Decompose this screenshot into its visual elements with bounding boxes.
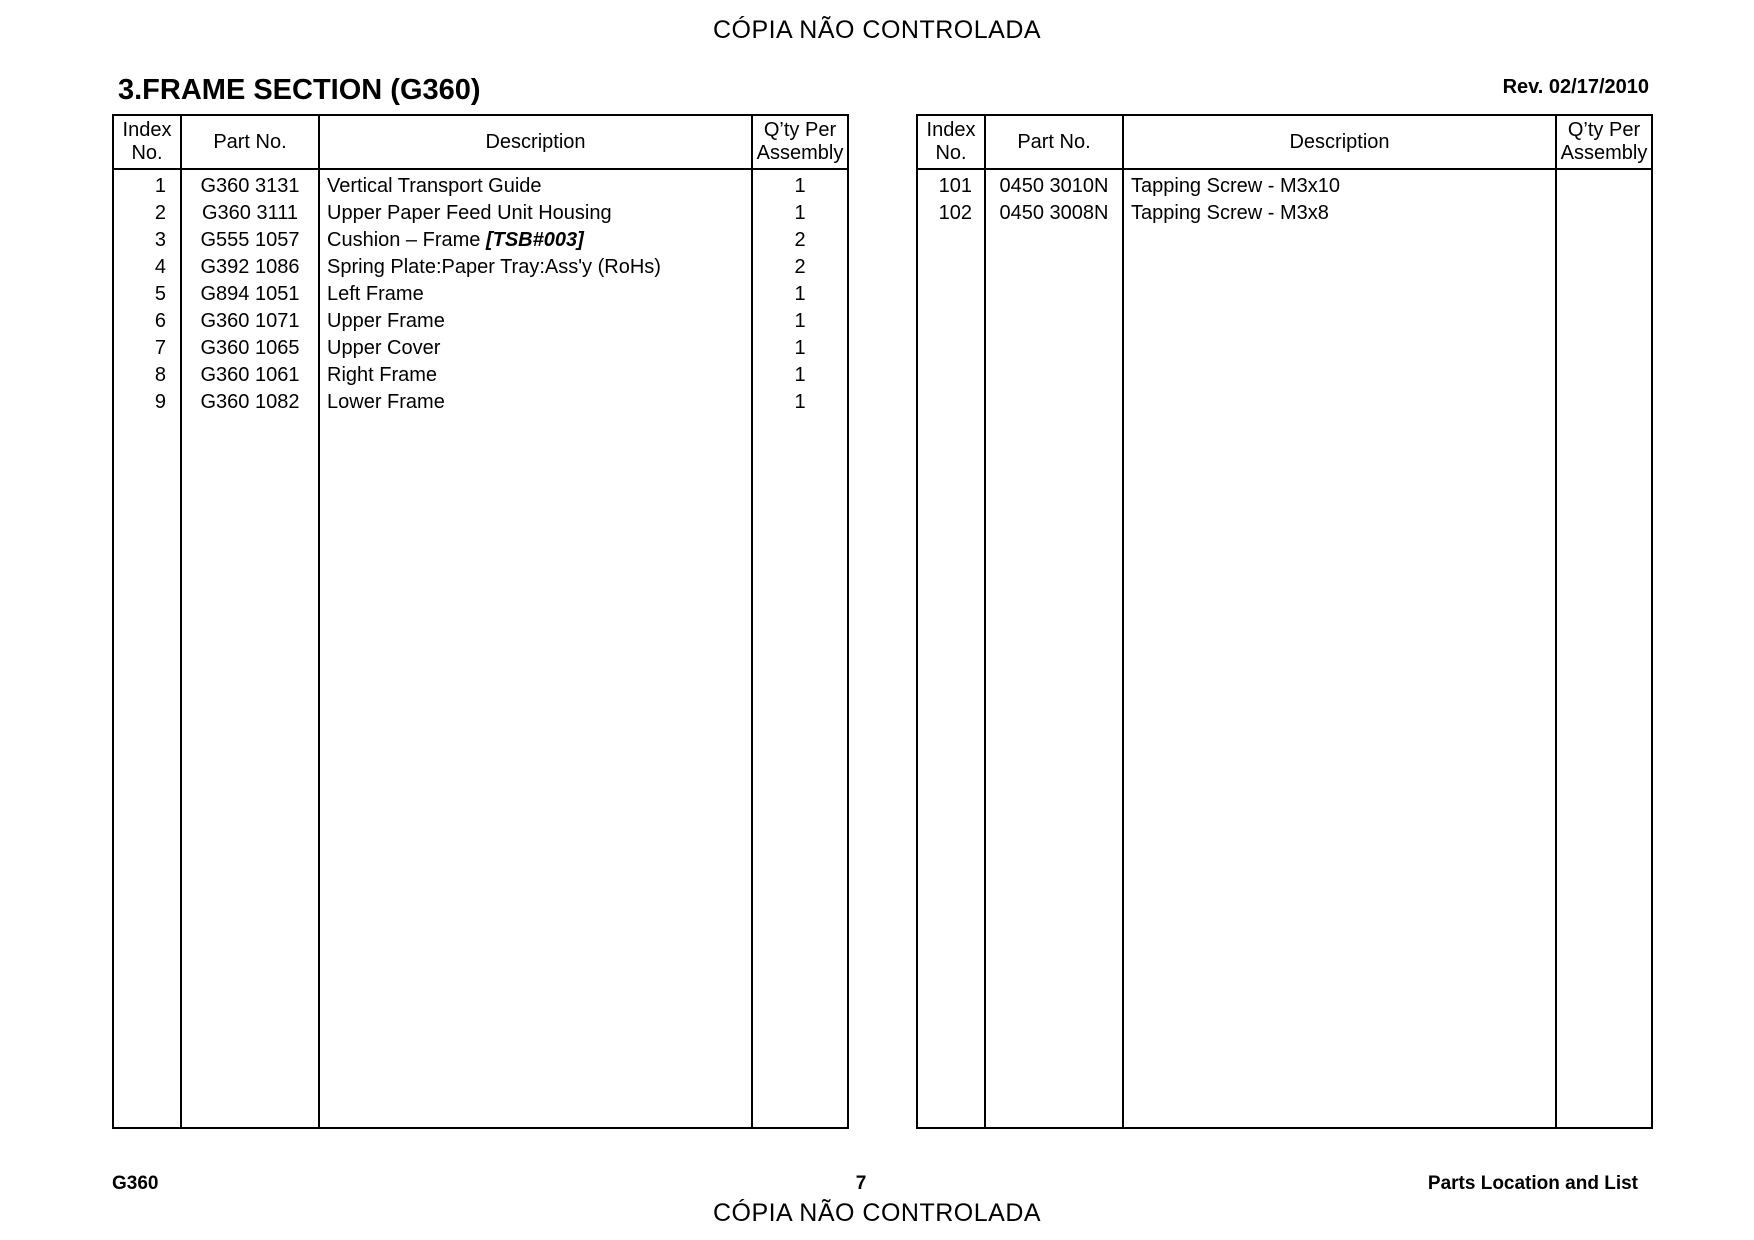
quantity-cell: 2 (752, 254, 848, 281)
quantity-cell: 1 (752, 335, 848, 362)
description-cell: Cushion – Frame [TSB#003] (319, 227, 752, 254)
description-cell: Vertical Transport Guide (319, 169, 752, 200)
header-description: Description (319, 115, 752, 169)
table-row (113, 281, 848, 308)
table-row (113, 200, 848, 227)
part-number-cell: 0450 3010N (985, 169, 1123, 200)
table-row (113, 254, 848, 281)
header-qty: Q’ty Per Assembly (1556, 115, 1652, 169)
table-row (113, 227, 848, 254)
part-number-cell: G360 3111 (181, 200, 319, 227)
table-row (113, 389, 848, 416)
watermark-bottom: CÓPIA NÃO CONTROLADA (712, 1199, 1042, 1227)
part-number-cell: G360 1071 (181, 308, 319, 335)
part-number-cell: G360 1082 (181, 389, 319, 416)
quantity-cell: 1 (752, 389, 848, 416)
description-cell: Right Frame (319, 362, 752, 389)
table-row (113, 169, 848, 200)
description-cell: Spring Plate:Paper Tray:Ass'y (RoHs) (319, 254, 752, 281)
part-number-cell: G894 1051 (181, 281, 319, 308)
table-header-row (917, 115, 1652, 169)
footer-section: Parts Location and List (1427, 1173, 1638, 1194)
footer-page-number: 7 (855, 1173, 867, 1194)
quantity-cell: 1 (752, 308, 848, 335)
header-qty: Q’ty Per Assembly (752, 115, 848, 169)
index-cell: 8 (113, 362, 181, 389)
table-row (113, 362, 848, 389)
part-number-cell: G360 1061 (181, 362, 319, 389)
quantity-cell: 1 (752, 281, 848, 308)
header-description: Description (1123, 115, 1556, 169)
description-cell: Left Frame (319, 281, 752, 308)
table-header-row (113, 115, 848, 169)
description-cell: Tapping Screw - M3x10 (1123, 169, 1556, 200)
index-cell: 4 (113, 254, 181, 281)
table-row (917, 200, 1652, 227)
index-cell: 1 (113, 169, 181, 200)
header-part-no: Part No. (985, 115, 1123, 169)
table-filler (113, 416, 848, 1128)
quantity-cell: 1 (752, 362, 848, 389)
description-cell: Upper Paper Feed Unit Housing (319, 200, 752, 227)
index-cell: 3 (113, 227, 181, 254)
parts-table-right (916, 114, 1653, 1129)
footer-model: G360 (112, 1173, 159, 1194)
header-index: Index No. (113, 115, 181, 169)
quantity-cell (1556, 169, 1652, 200)
quantity-cell: 1 (752, 200, 848, 227)
table-row (113, 308, 848, 335)
description-cell: Tapping Screw - M3x8 (1123, 200, 1556, 227)
description-cell: Lower Frame (319, 389, 752, 416)
description-cell: Upper Frame (319, 308, 752, 335)
table-row (113, 335, 848, 362)
section-title: 3.FRAME SECTION (G360) (118, 74, 481, 106)
tsb-reference: [TSB#003] (485, 229, 584, 251)
index-cell: 7 (113, 335, 181, 362)
description-cell: Upper Cover (319, 335, 752, 362)
quantity-cell (1556, 200, 1652, 227)
index-cell: 2 (113, 200, 181, 227)
index-cell: 102 (917, 200, 985, 227)
watermark-top: CÓPIA NÃO CONTROLADA (712, 16, 1042, 44)
header-index: Index No. (917, 115, 985, 169)
index-cell: 9 (113, 389, 181, 416)
quantity-cell: 1 (752, 169, 848, 200)
index-cell: 101 (917, 169, 985, 200)
part-number-cell: G360 3131 (181, 169, 319, 200)
table-row (917, 169, 1652, 200)
parts-table-left (112, 114, 849, 1129)
quantity-cell: 2 (752, 227, 848, 254)
index-cell: 5 (113, 281, 181, 308)
revision-date: Rev. 02/17/2010 (1502, 76, 1649, 98)
header-part-no: Part No. (181, 115, 319, 169)
part-number-cell: G555 1057 (181, 227, 319, 254)
part-number-cell: G392 1086 (181, 254, 319, 281)
index-cell: 6 (113, 308, 181, 335)
part-number-cell: G360 1065 (181, 335, 319, 362)
table-filler (917, 227, 1652, 1128)
part-number-cell: 0450 3008N (985, 200, 1123, 227)
